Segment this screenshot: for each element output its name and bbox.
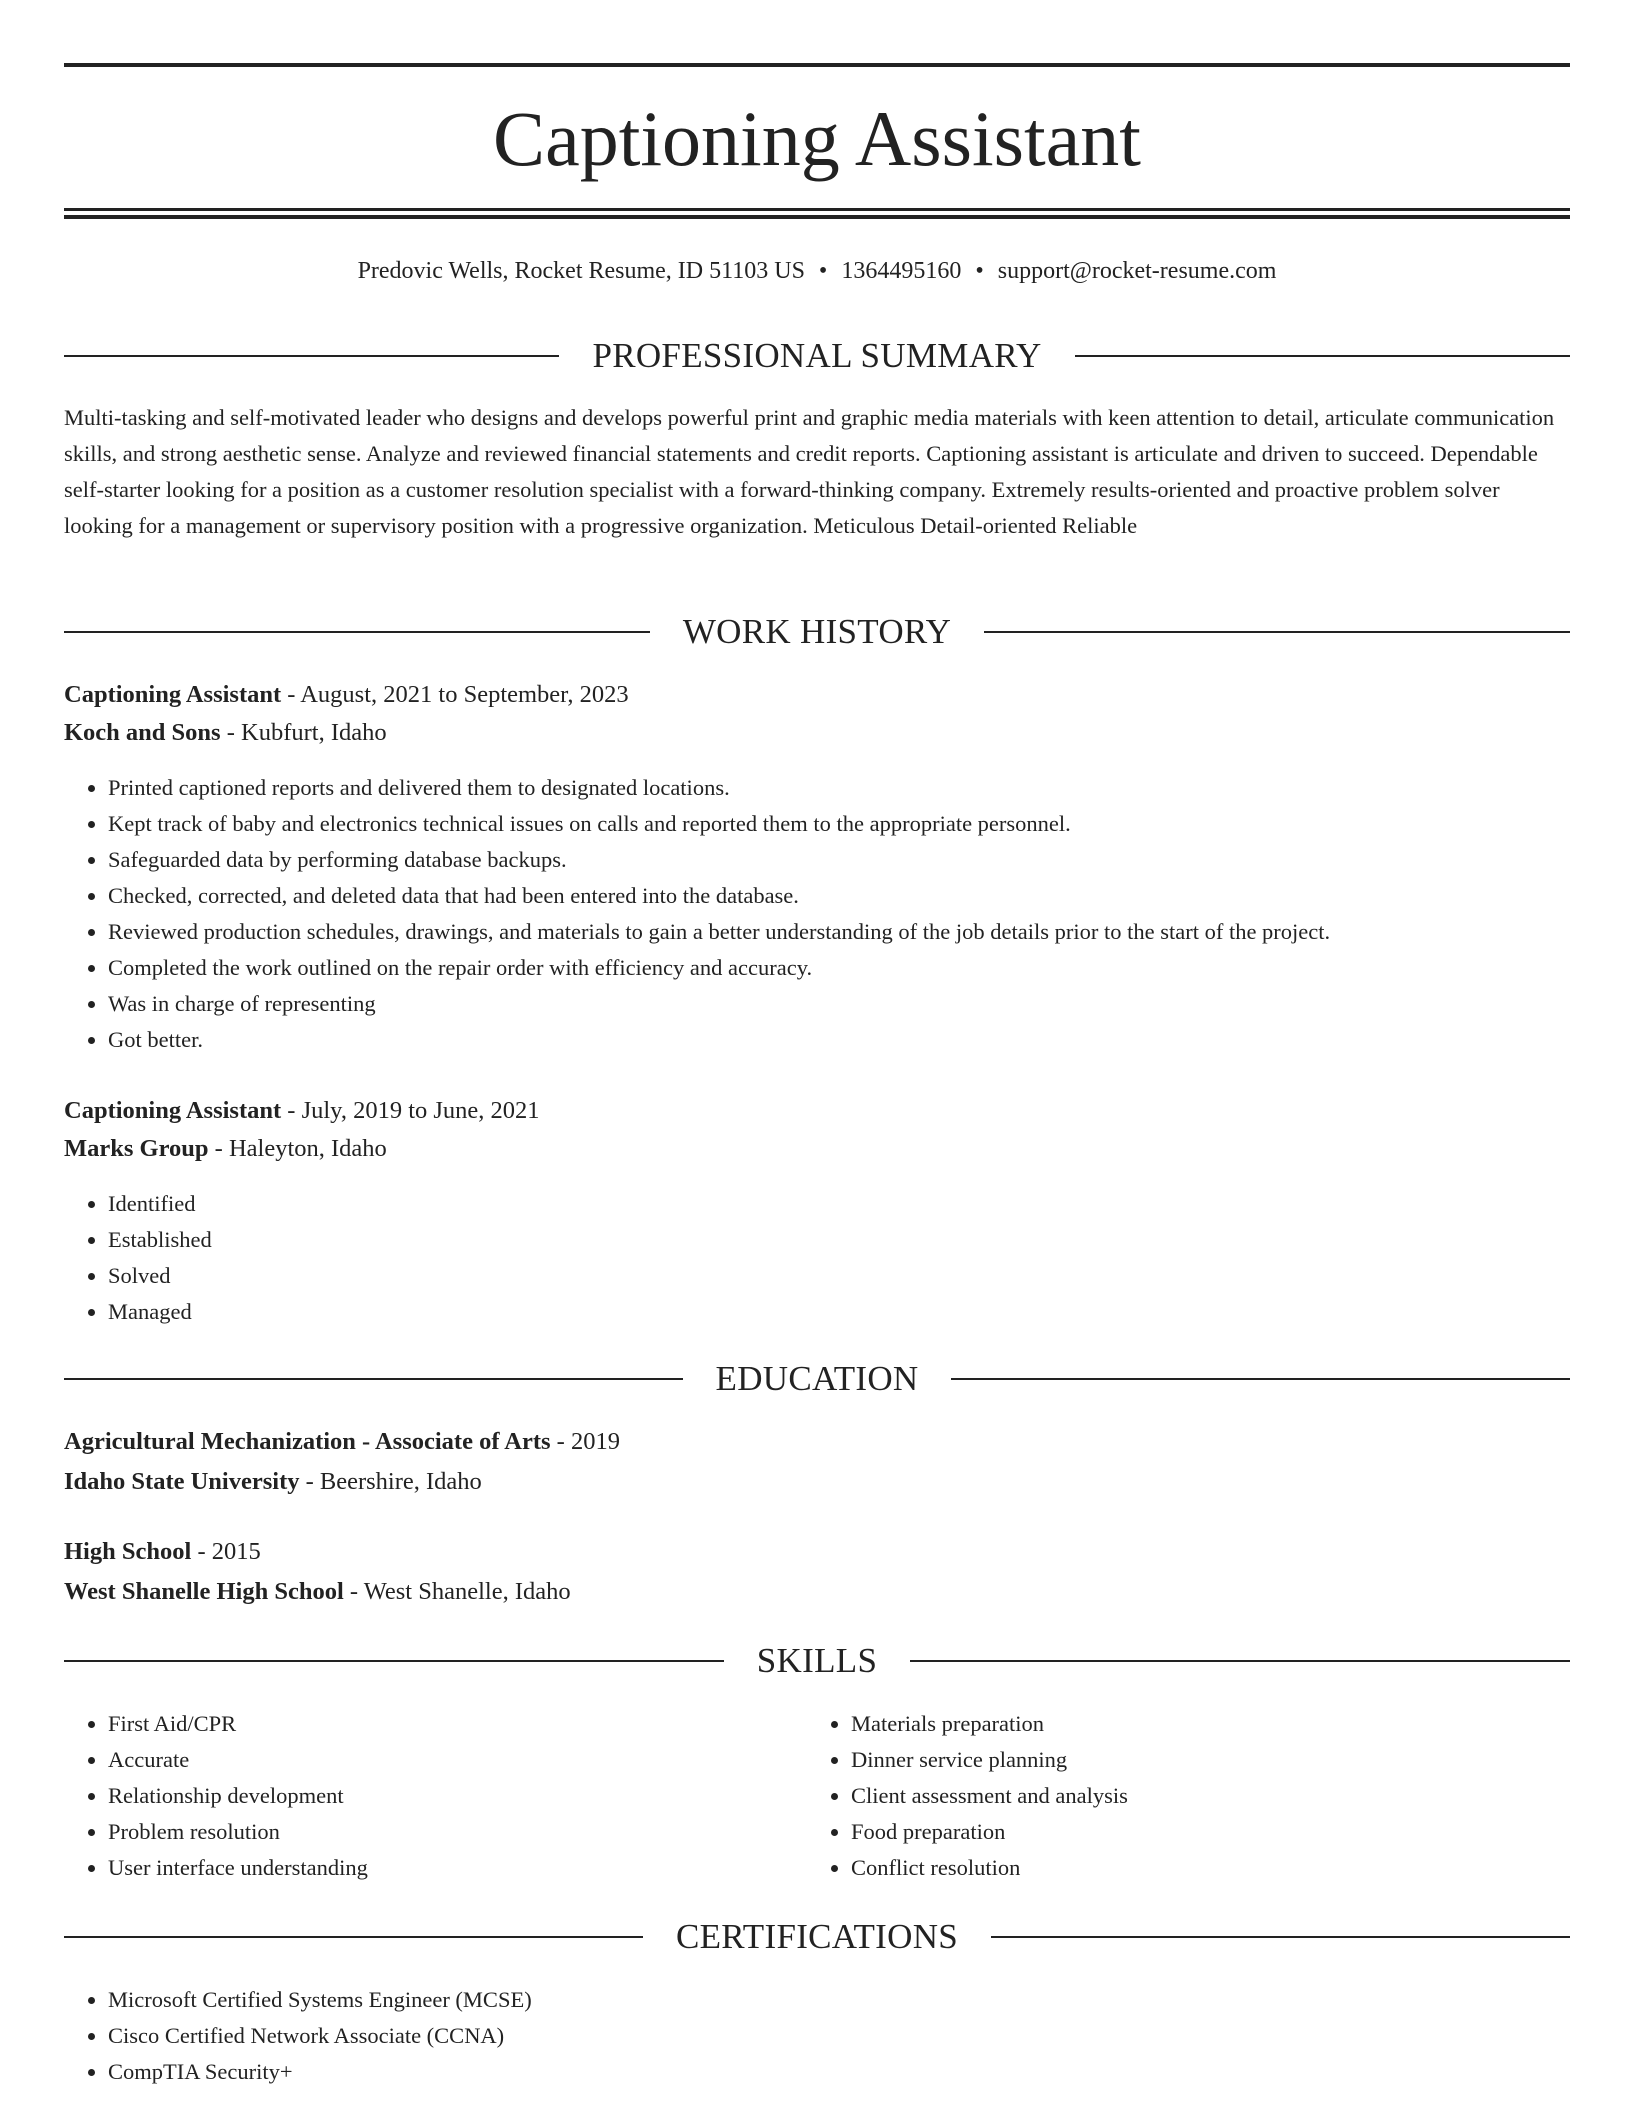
contact-phone: 1364495160 — [841, 258, 962, 284]
list-item: • Relationship development — [108, 1778, 368, 1814]
list-item: • Checked, corrected, and deleted data that had been entered into the database. — [108, 878, 1330, 914]
list-item: • Printed captioned reports and delivered them to designated locations. — [108, 770, 1330, 806]
job-location: - Kubfurt, Idaho — [220, 719, 387, 746]
section-title: SKILLS — [756, 1641, 878, 1680]
job-location: - Haleyton, Idaho — [208, 1135, 387, 1162]
section-header-education — [64, 1359, 1570, 1399]
section-title: CERTIFICATIONS — [675, 1917, 959, 1956]
list-item: • Conflict resolution — [851, 1850, 1128, 1886]
section-header-summary — [64, 336, 1570, 376]
list-item: • First Aid/CPR — [108, 1706, 368, 1742]
list-item: • Got better. — [108, 1022, 1330, 1058]
list-item: • Solved — [108, 1258, 212, 1294]
list-item: • Was in charge of representing — [108, 986, 1330, 1022]
section-header-work — [64, 612, 1570, 652]
list-item: • Microsoft Certified Systems Engineer (MCSE) — [108, 1982, 532, 2018]
resume-title: Captioning Assistant — [493, 95, 1141, 182]
section-header-skills — [64, 1641, 1570, 1681]
section-title: EDUCATION — [715, 1359, 919, 1398]
contact-email: support@rocket-resume.com — [997, 258, 1277, 284]
list-item: • Reviewed production schedules, drawings, and materials to gain a better understanding of the job details prior to the start of the project. — [108, 914, 1330, 950]
list-item: • Safeguarded data by performing database backups. — [108, 842, 1330, 878]
skills-list-right — [807, 1706, 1128, 1886]
divider-line — [64, 1936, 643, 1938]
divider-line — [64, 355, 559, 357]
divider-line — [951, 1378, 1570, 1380]
list-item: • Materials preparation — [851, 1706, 1128, 1742]
divider-line — [64, 631, 650, 633]
divider-line — [991, 1936, 1570, 1938]
education-school-line — [64, 1576, 571, 1608]
contact-line — [64, 255, 1570, 287]
job-company-line — [64, 717, 387, 749]
job-company: Koch and Sons — [64, 719, 221, 746]
certifications-list — [64, 1982, 532, 2090]
title-rule-upper — [64, 208, 1570, 211]
education-school: West Shanelle High School — [64, 1578, 344, 1605]
education-degree: High School — [64, 1538, 192, 1565]
summary-text: Multi-tasking and self-motivated leader who designs and develops powerful print and graphic media materials with keen attention to detail, articulate communication skills, and strong aesthetic sense. Analyze and reviewed financial statements and credit reports. Captioning assistant is articulate and driven to succeed. Dependable self-starter looking for a position as a customer resolution specialist with a forward-thinking company. Extremely results-oriented and proactive problem solver looking for a management or supervisory position with a progressive organization. Meticulous Detail-oriented Reliable — [64, 405, 1555, 538]
education-degree-line — [64, 1536, 261, 1568]
education-school-line — [64, 1466, 482, 1498]
list-item: • Dinner service planning — [851, 1742, 1128, 1778]
list-item: • Client assessment and analysis — [851, 1778, 1128, 1814]
job-title-line — [64, 1095, 540, 1127]
education-degree-line — [64, 1426, 620, 1458]
list-item: • Identified — [108, 1186, 212, 1222]
list-item: • CompTIA Security+ — [108, 2054, 532, 2090]
list-item: • Managed — [108, 1294, 212, 1330]
divider-line — [910, 1660, 1570, 1662]
job-title-line — [64, 679, 629, 711]
list-item: • Kept track of baby and electronics technical issues on calls and reported them to the appropriate personnel. — [108, 806, 1330, 842]
list-item: • Food preparation — [851, 1814, 1128, 1850]
list-item: • Completed the work outlined on the repair order with efficiency and accuracy. — [108, 950, 1330, 986]
divider-line — [64, 1660, 724, 1662]
job-company-line — [64, 1133, 387, 1165]
list-item: • Cisco Certified Network Associate (CCNA) — [108, 2018, 532, 2054]
education-location: - Beershire, Idaho — [299, 1468, 482, 1495]
job-bullets — [64, 1186, 212, 1330]
education-school: Idaho State University — [64, 1468, 300, 1495]
contact-separator: • — [975, 258, 984, 284]
job-title: Captioning Assistant — [64, 681, 282, 708]
contact-address: Predovic Wells, Rocket Resume, ID 51103 US — [357, 258, 805, 284]
divider-line — [984, 631, 1570, 633]
title-rule-lower — [64, 215, 1570, 219]
list-item: • Accurate — [108, 1742, 368, 1778]
education-year: - 2019 — [550, 1428, 620, 1455]
skills-list-left — [64, 1706, 368, 1886]
contact-separator: • — [818, 258, 828, 284]
section-title: WORK HISTORY — [682, 612, 952, 651]
divider-line — [1075, 355, 1570, 357]
list-item: • Problem resolution — [108, 1814, 368, 1850]
education-location: - West Shanelle, Idaho — [343, 1578, 571, 1605]
job-bullets — [64, 770, 1330, 1058]
job-title: Captioning Assistant — [64, 1097, 282, 1124]
education-year: - 2015 — [191, 1538, 261, 1565]
job-company: Marks Group — [64, 1135, 209, 1162]
top-rule — [64, 63, 1570, 67]
divider-line — [64, 1378, 683, 1380]
education-degree: Agricultural Mechanization - Associate of Arts — [64, 1428, 551, 1455]
section-header-certifications — [64, 1917, 1570, 1957]
job-dates: - August, 2021 to September, 2023 — [281, 681, 629, 708]
job-dates: - July, 2019 to June, 2021 — [281, 1097, 540, 1124]
list-item: • User interface understanding — [108, 1850, 368, 1886]
list-item: • Established — [108, 1222, 212, 1258]
section-title: PROFESSIONAL SUMMARY — [592, 336, 1042, 375]
